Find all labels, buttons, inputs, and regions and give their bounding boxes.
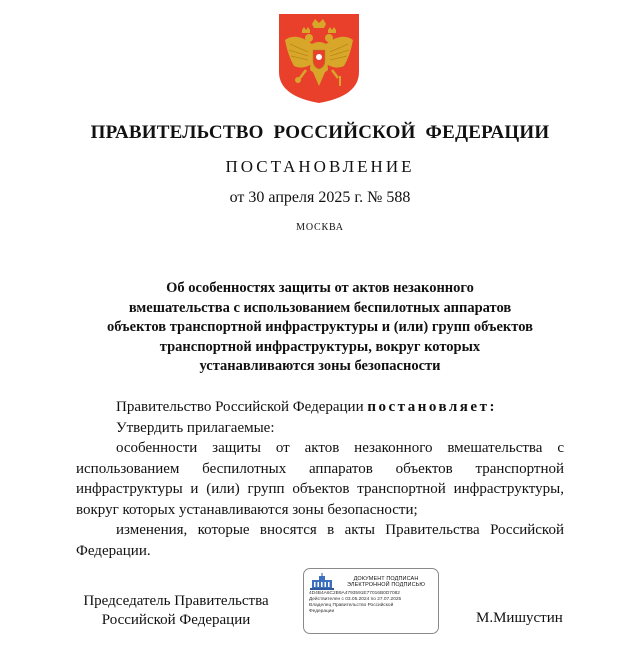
body-lead-text: Правительство Российской Федерации bbox=[116, 399, 368, 415]
signer-title-line: Председатель Правительства bbox=[83, 593, 269, 609]
document-type: ПОСТАНОВЛЕНИЕ bbox=[225, 157, 415, 176]
body-paragraph-resolves bbox=[76, 397, 564, 418]
government-building-icon bbox=[309, 573, 335, 591]
document-subject bbox=[60, 279, 580, 377]
subject-line: объектов транспортной инфраструктуры и (или) групп объектов bbox=[107, 319, 533, 335]
stamp-serial: 4D4B4A6C2B9A4793591E77016B0D7082 bbox=[309, 591, 400, 596]
signer-name: М.Мишустин bbox=[476, 610, 563, 626]
body-paragraph-approve: Утвердить прилагаемые: bbox=[116, 419, 275, 436]
stamp-validity: Действителен с 03.05.2024 по 27.07.2025 bbox=[309, 597, 402, 602]
subject-line: транспортной инфраструктуры, вокруг которых bbox=[159, 338, 481, 355]
subject-line: устанавливаются зоны безопасности bbox=[199, 358, 441, 374]
government-title: ПРАВИТЕЛЬСТВО РОССИЙСКОЙ ФЕДЕРАЦИИ bbox=[90, 122, 550, 143]
body-paragraph-changes: изменения, которые вносятся в акты Правительства Российской Федерации. bbox=[76, 522, 564, 559]
document-body bbox=[76, 397, 564, 561]
subject-line: вмешательства с использованием беспилотных аппаратов bbox=[128, 299, 512, 316]
stamp-caption-line: ДОКУМЕНТ ПОДПИСАН bbox=[353, 575, 419, 582]
signer-title-line: Российской Федерации bbox=[101, 612, 251, 628]
stamp-header bbox=[309, 573, 433, 591]
coat-of-arms-emblem bbox=[276, 12, 362, 104]
electronic-signature-stamp bbox=[303, 568, 439, 634]
stamp-owner-cont: Федерации bbox=[309, 609, 335, 614]
document-city: МОСКВА bbox=[296, 222, 344, 233]
body-paragraph-features: особенности защиты от актов незаконного вмешательства с использованием беспилотных аппаратов объектов транспортной инфраструктуры и (или) групп объектов транспортной инфраструктуры, вокруг которых устанавливаются зоны безопасности; bbox=[76, 440, 564, 518]
document-date-number: от 30 апреля 2025 г. № 588 bbox=[229, 189, 411, 206]
subject-line: Об особенностях защиты от актов незаконного bbox=[166, 280, 474, 296]
signer-title bbox=[76, 592, 276, 630]
stamp-owner: Владелец Правительство Российской bbox=[309, 603, 394, 608]
resolves-word: постановляет: bbox=[367, 399, 497, 415]
stamp-caption bbox=[339, 576, 433, 589]
stamp-caption-line: ЭЛЕКТРОННОЙ ПОДПИСЬЮ bbox=[346, 582, 426, 588]
